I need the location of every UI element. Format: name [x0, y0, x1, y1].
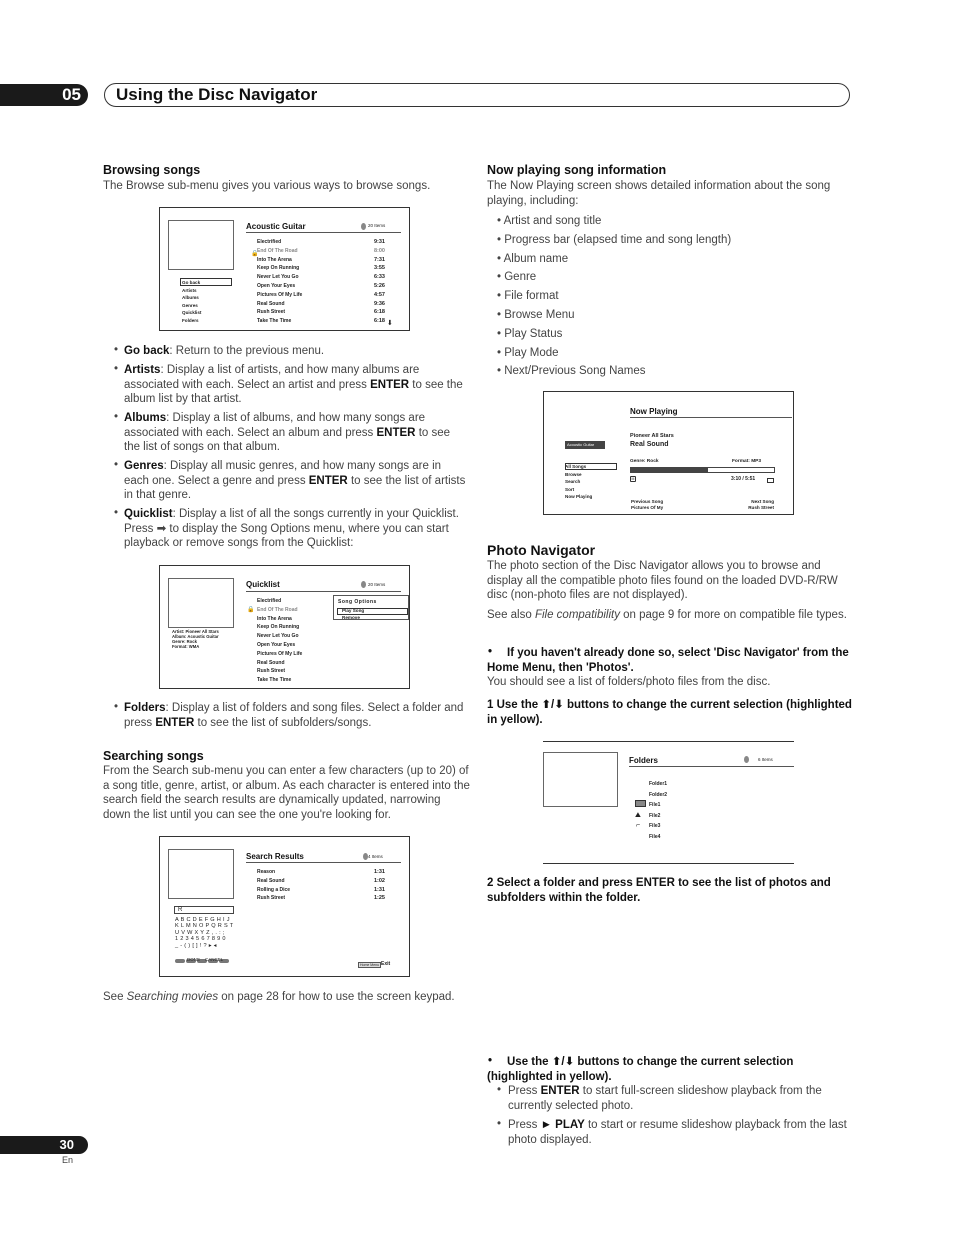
photo-step0: If you haven't already done so, select 'Disc Navigator' from the Home Menu, then 'Photos'.	[487, 647, 849, 674]
searching-see-also: See Searching movies on page 28 for how to use the screen keypad.	[103, 991, 455, 1003]
search-screen	[159, 836, 410, 977]
bullet-quicklist: Quicklist: Display a list of all the songs currently in your Quicklist. Press ➡ to display the Song Options menu, where you can start playback or remove songs from the Quicklist:	[124, 508, 459, 549]
now-playing-bullets	[497, 212, 731, 381]
screen-title: Search Results	[246, 852, 304, 861]
item-count: 6 Items	[758, 757, 773, 762]
menu-item: Search	[565, 479, 581, 484]
bullet: •	[114, 701, 119, 713]
song-item: Real Sound	[257, 659, 285, 666]
now-playing-bullet: • Progress bar (elapsed time and song length)	[497, 233, 732, 246]
lock-icon: 🔒	[251, 251, 259, 257]
now-playing-bullet: • Play Status	[497, 327, 563, 340]
photo-step2: 2 Select a folder and press ENTER to see the list of photos and subfolders within the folder.	[487, 877, 831, 904]
now-playing-intro: The Now Playing screen shows detailed information about the song playing, including:	[487, 180, 831, 207]
song-time: 6:33	[373, 274, 385, 281]
browsing-intro: The Browse sub-menu gives you various ways to browse songs.	[103, 180, 431, 192]
bullet-artists: Artists: Display a list of artists, and how many albums are associated with each. Select an artist and press ENTER to see the album list by that artist.	[124, 364, 463, 405]
now-playing-screen	[543, 391, 794, 515]
options-title: Song Options	[338, 599, 377, 605]
song-time: 6:18	[373, 318, 385, 325]
song-item: Never Let You Go	[257, 274, 299, 281]
preview-pane	[168, 578, 234, 628]
bullet: •	[497, 1118, 502, 1130]
bullet-genres: Genres: Display all music genres, and how many songs are in each one. Select a genre and press ENTER to see the list of artists in that genre.	[124, 460, 466, 501]
bullet: •	[114, 411, 119, 423]
song-item: End Of The Road	[257, 606, 298, 613]
cancel-button[interactable]: CANCEL	[205, 957, 224, 962]
song-item: Keep On Running	[257, 265, 300, 272]
photo-see-also: See also File compatibility on page 9 for more on compatible file types.	[487, 609, 847, 621]
photo-step0-body: You should see a list of folders/photo files from the disc.	[487, 676, 771, 688]
screen-keypad[interactable]	[175, 917, 233, 949]
now-playing-bullet: • Album name	[497, 252, 569, 265]
chapter-title: Using the Disc Navigator	[116, 85, 318, 104]
song-item: Take The Time	[257, 318, 292, 325]
folder-item: File3	[649, 823, 661, 830]
song-item: End Of The Road	[257, 247, 298, 254]
folder-item: Folder2	[649, 791, 668, 798]
chapter-number: 05	[0, 84, 88, 106]
quicklist-screen	[159, 565, 410, 689]
screen-title: Acoustic Guitar	[246, 222, 306, 231]
song-list	[257, 238, 302, 326]
song-time: 1:02	[373, 877, 385, 884]
browse-screen	[159, 207, 410, 331]
folder-item: Folder1	[649, 781, 668, 787]
divider	[629, 766, 794, 767]
keypad-row: _ - ( ) [ ] ! ? ▸ ◂	[175, 942, 217, 949]
song-item: Take The Time	[257, 677, 292, 684]
bullet: •	[114, 363, 119, 375]
menu-item: Quicklist	[182, 310, 202, 315]
song-item: Rush Street	[257, 895, 286, 902]
menu-item: Folders	[182, 317, 199, 323]
folder-item: File2	[649, 812, 661, 819]
song-item: Electrified	[257, 239, 282, 245]
menu-item: Sort	[565, 486, 575, 492]
song-options-popup	[333, 595, 409, 620]
song-item: Into The Arena	[257, 256, 292, 263]
keypad-row: U V W X Y Z , . : ;	[175, 929, 225, 936]
info-line: Album: Acoustic Guitar	[172, 634, 219, 639]
menu-item: Albums	[182, 295, 199, 300]
song-item: Into The Arena	[257, 615, 292, 622]
now-playing-bullet: • Browse Menu	[497, 308, 575, 321]
screen-title: Folders	[629, 756, 658, 765]
preview-pane	[168, 849, 234, 899]
photo-sub2: Press ► PLAY to start or resume slideshow playback from the last photo displayed.	[508, 1119, 847, 1146]
song-time: 7:31	[373, 256, 385, 263]
play-mode-icon: M	[631, 477, 635, 481]
photo-step3: Use the ⬆/⬇ buttons to change the current selection (highlighted in yellow).	[487, 1056, 794, 1083]
info-line: Format: WMA	[172, 644, 200, 649]
divider	[630, 417, 792, 418]
song-item: Open Your Eyes	[257, 641, 296, 648]
keypad-row: K L M N O P Q R S T	[175, 923, 234, 930]
menu-item: Go back	[182, 280, 201, 285]
format: Format: MP3	[732, 459, 762, 464]
disc-icon	[361, 581, 366, 588]
song-time: 3:55	[373, 265, 385, 272]
song-item: Pictures Of My Life	[257, 650, 303, 657]
divider	[246, 232, 401, 233]
arrow-down-icon: ⬇	[387, 320, 393, 327]
progress-bar	[630, 467, 775, 473]
artist-name: Pioneer All Stars	[630, 433, 674, 439]
menu-item: Browse	[565, 471, 582, 477]
song-list	[257, 868, 290, 903]
search-input[interactable]: R	[174, 906, 234, 914]
song-item: Electrified	[257, 598, 282, 604]
bullet-go-back: Go back: Return to the previous menu.	[124, 345, 325, 357]
song-time: 4:57	[373, 291, 385, 298]
previous-song: Previous Song Pictures Of My	[631, 499, 664, 510]
photo-sub1: Press ENTER to start full-screen slideshow playback from the currently selected photo.	[508, 1085, 822, 1112]
lock-icon: 🔒	[247, 607, 255, 613]
divider	[246, 591, 401, 592]
song-item: Real Sound	[257, 877, 285, 884]
menu-item: Genres	[182, 302, 198, 308]
bullet: •	[114, 459, 119, 471]
album-tag: Acoustic Guitar	[565, 441, 605, 449]
info-line: Genre: Rock	[172, 639, 197, 644]
now-playing-heading: Now playing song information	[487, 163, 667, 177]
disc-icon	[361, 223, 366, 230]
keypad-row: A B C D E F G H I J	[175, 917, 230, 923]
menu-item: Artists	[182, 287, 197, 293]
bullet: •	[114, 507, 119, 519]
item-count: 4 Items	[368, 854, 383, 859]
bullet: •	[114, 344, 119, 356]
searching-heading: Searching songs	[103, 749, 204, 763]
song-time: 1:31	[373, 886, 385, 893]
preview-pane	[168, 220, 234, 270]
menu-item: All Songs	[565, 464, 587, 469]
exit-label: Exit	[381, 961, 391, 967]
song-item: Open Your Eyes	[257, 282, 296, 289]
song-time: 1:25	[373, 895, 385, 902]
time-list	[355, 238, 385, 326]
option-item: Remove	[342, 614, 360, 620]
options-list[interactable]	[342, 608, 364, 621]
song-time: 5:26	[373, 282, 385, 289]
searching-body: From the Search sub-menu you can enter a few characters (up to 20) of a song title, genre, artist, or album. As each character is entered into the search field the search results are dynamically updated, narrowing down the list until you can see the one you're looking for.	[103, 765, 470, 821]
now-playing-bullet: • Play Mode	[497, 346, 559, 359]
browse-menu[interactable]	[565, 463, 592, 501]
time-list	[355, 868, 385, 903]
status-icon	[767, 478, 774, 483]
song-item: Pictures Of My Life	[257, 291, 303, 298]
photo-thumb-icon	[635, 800, 646, 807]
song-list	[257, 597, 302, 685]
photo-step1: 1 Use the ⬆/⬇ buttons to change the current selection (highlighted in yellow).	[487, 699, 852, 726]
photo-thumb-icon: ⌐	[636, 822, 641, 829]
folders-screen	[543, 741, 794, 864]
bullet-folders: Folders: Display a list of folders and song files. Select a folder and press ENTER to see the list of subfolders/songs.	[124, 702, 464, 729]
folder-item: File4	[649, 833, 661, 840]
song-time: 6:18	[373, 309, 385, 316]
song-title: Real Sound	[630, 441, 669, 448]
song-item: Rush Street	[257, 309, 286, 316]
now-playing-bullet: • Genre	[497, 271, 537, 284]
song-item: Reason	[257, 869, 276, 875]
now-playing-bullet: • File format	[497, 290, 559, 303]
item-count: 20 Items	[368, 223, 386, 228]
song-time: 9:31	[373, 239, 385, 245]
language-code: En	[62, 1155, 74, 1165]
item-count: 20 Items	[368, 582, 386, 587]
bullet-albums: Albums: Display a list of albums, and how many songs are associated with each. Select an album and press ENTER to see the list of songs on that album.	[124, 412, 451, 453]
disc-icon	[744, 756, 749, 763]
song-time: 1:31	[373, 869, 385, 875]
photo-thumb-icon: ⛰	[635, 812, 641, 819]
track-info	[172, 629, 219, 649]
divider	[246, 862, 401, 863]
photo-heading: Photo Navigator	[487, 542, 596, 558]
bullet: •	[497, 1084, 502, 1096]
page-number: 30	[0, 1136, 88, 1154]
bullet: •	[488, 646, 493, 658]
next-song: Next Song Rush Street	[748, 499, 774, 510]
now-playing-bullet: • Artist and song title	[497, 215, 602, 227]
option-item: Play Song	[342, 608, 365, 613]
home-menu-button[interactable]: Home Menu	[360, 963, 380, 967]
song-item: Never Let You Go	[257, 633, 299, 640]
screen-title: Quicklist	[246, 580, 280, 589]
now-playing-bullet: • Next/Previous Song Names	[497, 365, 646, 378]
done-button[interactable]: DONE	[187, 957, 201, 962]
photo-body: The photo section of the Disc Navigator allows you to browse and display all the compatible photo files found on the loaded DVD-R/RW disc (non-photo files are not displayed).	[487, 560, 838, 601]
song-item: Real Sound	[257, 300, 285, 307]
browse-menu[interactable]	[182, 279, 201, 324]
bullet: •	[488, 1055, 493, 1067]
song-time: 9:36	[373, 300, 385, 307]
genre: Genre: Rock	[630, 459, 659, 464]
song-item: Keep On Running	[257, 624, 300, 631]
folder-item: File1	[649, 802, 661, 809]
progress-fill	[631, 468, 708, 472]
info-line: Artist: Pioneer All Stars	[172, 629, 219, 634]
menu-item: Now Playing	[565, 494, 593, 499]
screen-title: Now Playing	[630, 407, 678, 416]
preview-pane	[543, 752, 618, 807]
song-time: 8:00	[373, 247, 385, 254]
folder-list[interactable]	[649, 779, 667, 843]
song-item: Rush Street	[257, 668, 286, 675]
keypad-row: 1 2 3 4 5 6 7 8 9 0	[175, 936, 226, 943]
song-item: Rolling a Dice	[257, 886, 291, 893]
time-readout: 3:10 / 5:51	[731, 476, 756, 482]
browsing-heading: Browsing songs	[103, 163, 201, 177]
